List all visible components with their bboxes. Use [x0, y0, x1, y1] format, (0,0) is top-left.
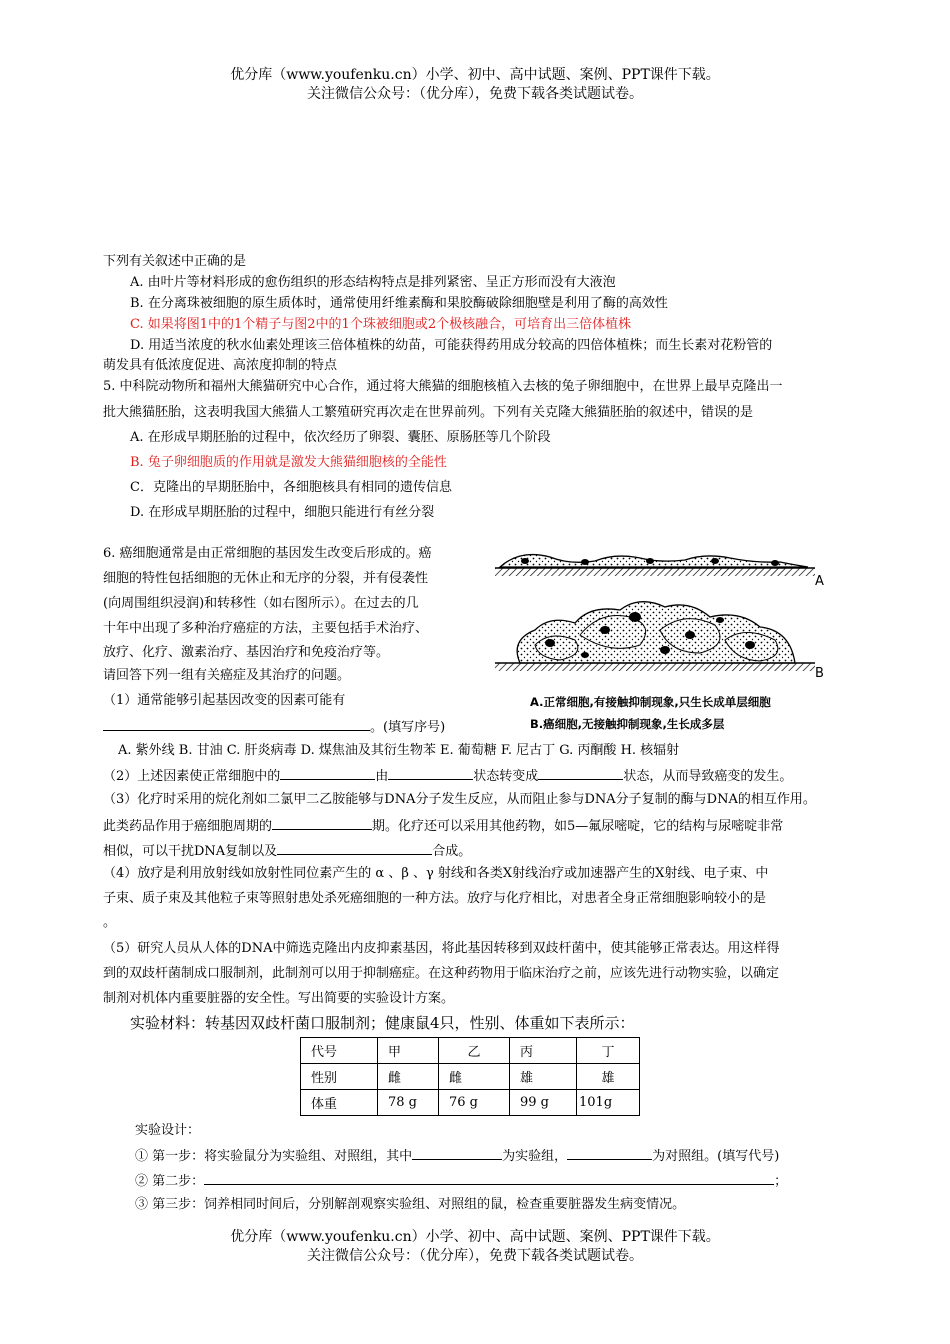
q6-step3: ③ 第三步：饲养相同时间后，分别解剖观察实验组、对照组的鼠，检查重要脏器发生病变情况。: [135, 1197, 686, 1212]
q6-part2-blank-2[interactable]: [388, 766, 473, 780]
q6-step1-blank-2[interactable]: [567, 1146, 652, 1160]
cancer-cell-figure: [490, 545, 824, 740]
q6-step1-blank-1[interactable]: [412, 1146, 502, 1160]
q6-part3-blank-1[interactable]: [272, 816, 372, 830]
q6-part5-line2: 到的双歧杆菌制成口服制剂，此制剂可以用于抑制癌症。在这种药物用于临床治疗之前，应该先进行动物实验，以确定: [103, 966, 780, 981]
table-cell: 76 g: [439, 1090, 510, 1116]
q4-option-d-2: 萌发具有低浓度促进、高浓度抑制的特点: [103, 358, 338, 373]
table-cell: 78 g: [378, 1090, 439, 1116]
cancer-cell-layer: [495, 602, 815, 671]
header-line-2: 关注微信公众号：（优分库），免费下载各类试题试卷。: [307, 86, 643, 102]
q5-option-d: D. 在形成早期胚胎的过程中，细胞只能进行有丝分裂: [130, 505, 435, 520]
q6-part1-options: A. 紫外线 B. 甘油 C. 肝炎病毒 D. 煤焦油及其衍生物苯 E. 葡萄糖 F. 尼古丁 G. 丙酮酸 H. 核辐射: [118, 743, 680, 758]
q6-intro-1: 6. 癌细胞通常是由正常细胞的基因发生改变后形成的。癌: [103, 546, 432, 561]
q6-part1-suffix: 。(填写序号): [370, 720, 446, 735]
q6-part2-blank-3[interactable]: [538, 766, 623, 780]
q6-part1-blank[interactable]: [103, 717, 370, 731]
q6-part4-line3: 。: [103, 915, 117, 930]
q4-stem: 下列有关叙述中正确的是: [103, 254, 247, 269]
table-header-cell: 丁: [577, 1038, 640, 1064]
footer-line-2: 关注微信公众号：（优分库），免费下载各类试题试卷。: [307, 1248, 643, 1264]
table-header-cell: 代号: [301, 1038, 378, 1064]
q6-design-title: 实验设计：: [135, 1123, 201, 1138]
q6-part3-line3: 相似，可以干扰DNA复制以及 合成。: [103, 841, 471, 861]
q4-option-a: A. 由叶片等材料形成的愈伤组织的形态结构特点是排列紧密、呈正方形而没有大液泡: [130, 275, 616, 290]
q6-part3-line1: （3）化疗时采用的烷化剂如二氯甲二乙胺能够与DNA分子发生反应，从而阻止参与DNA分子复制的酶与DNA的相互作用。: [103, 792, 816, 807]
q6-part3-blank-2[interactable]: [277, 841, 432, 855]
q6-part5-line1: （5）研究人员从人体的DNA中筛选克隆出内皮抑素基因，将此基因转移到双歧杆菌中，使其能够正常表达。用这样得: [103, 941, 780, 956]
q5-stem-2: 批大熊猫胚胎，这表明我国大熊猫人工繁殖研究再次走在世界前列。下列有关克隆大熊猫胚胎的叙述中，错误的是: [103, 405, 754, 420]
table-cell: 雄: [510, 1064, 577, 1090]
q6-materials: 实验材料：转基因双歧杆菌口服制剂；健康鼠4只，性别、体重如下表所示：: [130, 1014, 635, 1032]
q6-part1-prompt: （1）通常能够引起基因改变的因素可能有: [103, 693, 346, 708]
table-header-cell: 丙: [510, 1038, 577, 1064]
q6-intro-4: 十年中出现了多种治疗癌症的方法，主要包括手术治疗、: [103, 621, 429, 636]
table-cell: 99 g: [510, 1090, 577, 1116]
figure-caption-b: B.癌细胞,无接触抑制现象,生长成多层: [530, 717, 725, 731]
q5-stem-1: 5. 中科院动物所和福州大熊猫研究中心合作，通过将大熊猫的细胞核植入去核的兔子卵细胞中，在世界上最早克隆出一: [103, 379, 783, 394]
table-row: [301, 1064, 640, 1090]
table-cell: 性别: [301, 1064, 378, 1090]
q6-intro-5: 放疗、化疗、激素治疗、基因治疗和免疫治疗等。: [103, 645, 390, 660]
q5-option-b: B. 兔子卵细胞质的作用就是激发大熊猫细胞核的全能性: [130, 455, 447, 470]
q4-option-b: B. 在分离珠被细胞的原生质体时，通常使用纤维素酶和果胶酶破除细胞壁是利用了酶的高效性: [130, 296, 668, 311]
q6-part4-line2: 子束、质子束及其他粒子束等照射患处杀死癌细胞的一种方法。放疗与化疗相比，对患者全身正常细胞影响较小的是: [103, 891, 767, 906]
q6-intro-3: (向周围组织浸润)和转移性（如右图所示）。在过去的几: [103, 596, 419, 611]
q5-option-c: C．克隆出的早期胚胎中，各细胞核具有相同的遗传信息: [130, 480, 452, 495]
q6-intro-6: 请回答下列一组有关癌症及其治疗的问题。: [103, 668, 351, 683]
q6-part2: （2）上述因素使正常细胞中的 由 状态转变成 状态，从而导致癌变的发生。: [103, 766, 792, 786]
table-cell: 雄: [577, 1064, 640, 1090]
q6-part1-line: [103, 717, 445, 737]
table-header-cell: 乙: [439, 1038, 510, 1064]
table-cell: 雌: [378, 1064, 439, 1090]
header-line-1: 优分库（www.youfenku.cn）小学、初中、高中试题、案例、PPT课件下载。: [230, 67, 720, 83]
table-row: [301, 1090, 640, 1116]
table-cell: 101g: [577, 1090, 640, 1116]
figure-label-a: A: [815, 574, 824, 589]
figure-label-b: B: [815, 666, 824, 681]
mouse-table: [300, 1037, 640, 1116]
table-cell: 雌: [439, 1064, 510, 1090]
q6-part2-blank-1[interactable]: [280, 766, 375, 780]
q4-option-c: C. 如果将图1中的1个精子与图2中的1个珠被细胞或2个极核融合，可培育出三倍体植株: [130, 317, 632, 332]
q6-part3-line2: 此类药品作用于癌细胞周期的 期。化疗还可以采用其他药物，如5—氟尿嘧啶，它的结构与尿嘧啶非常: [103, 816, 783, 836]
table-header-row: [301, 1038, 640, 1064]
q6-part5-line3: 制剂对机体内重要脏器的安全性。写出简要的实验设计方案。: [103, 991, 455, 1006]
q6-step2: ② 第二步： ；: [135, 1171, 787, 1191]
table-cell: 体重: [301, 1090, 378, 1116]
figure-caption-a: A.正常细胞,有接触抑制现象,只生长成单层细胞: [530, 695, 771, 709]
q6-step2-blank[interactable]: [204, 1171, 774, 1185]
table-header-cell: 甲: [378, 1038, 439, 1064]
normal-cell-layer: [495, 555, 815, 576]
q4-option-d-1: D. 用适当浓度的秋水仙素处理该三倍体植株的幼苗，可能获得药用成分较高的四倍体植株；而生长素对花粉管的: [130, 338, 773, 353]
footer-line-1: 优分库（www.youfenku.cn）小学、初中、高中试题、案例、PPT课件下载。: [230, 1229, 720, 1245]
q6-step1: ① 第一步：将实验鼠分为实验组、对照组，其中 为实验组， 为对照组。(填写代号): [135, 1146, 779, 1166]
q6-part4-line1: （4）放疗是利用放射线如放射性同位素产生的 α 、β 、γ 射线和各类X射线治疗或加速器产生的X射线、电子束、中: [103, 866, 769, 881]
q6-intro-2: 细胞的特性包括细胞的无休止和无序的分裂，并有侵袭性: [103, 571, 429, 586]
q5-option-a: A. 在形成早期胚胎的过程中，依次经历了卵裂、囊胚、原肠胚等几个阶段: [130, 430, 551, 445]
